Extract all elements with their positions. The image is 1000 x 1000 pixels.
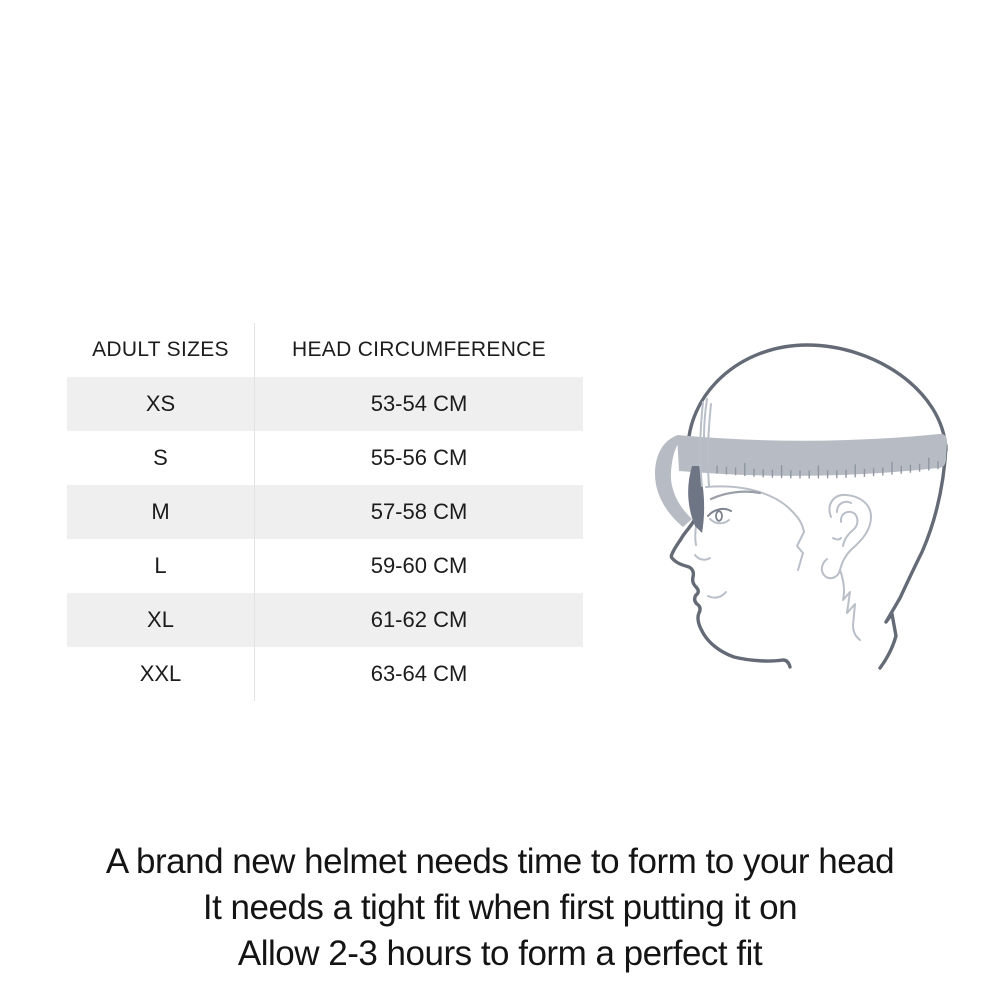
head-measurement-illustration-icon [650, 340, 970, 700]
circumference-cell: 55-56 CM [370, 445, 468, 470]
measuring-tape [655, 434, 947, 533]
circumference-cell: 59-60 CM [370, 553, 468, 578]
size-cell: S [67, 431, 255, 485]
circumference-cell: 57-58 CM [370, 499, 468, 524]
circumference-cell: 53-54 CM [370, 391, 468, 416]
table-row [67, 431, 583, 485]
column-header-head-circumference: HEAD CIRCUMFERENCE [292, 338, 546, 361]
table-header-row [67, 323, 583, 377]
face-details [695, 486, 871, 640]
circumference-cell: 63-64 CM [370, 661, 468, 686]
ear [822, 495, 871, 578]
size-cell: XXL [67, 647, 255, 701]
size-cell: XL [67, 593, 255, 647]
column-header-adult-sizes: ADULT SIZES [67, 323, 255, 377]
size-cell: L [67, 539, 255, 593]
table-row [67, 593, 583, 647]
size-cell: XS [67, 377, 255, 431]
fit-note-line: A brand new helmet needs time to form to your head [105, 842, 895, 881]
table-row [67, 485, 583, 539]
fit-note-line: It needs a tight fit when first putting it on [202, 888, 798, 927]
circumference-cell: 61-62 CM [370, 607, 468, 632]
table-row [67, 539, 583, 593]
table-row [67, 377, 583, 431]
head-outline [671, 345, 946, 668]
table-row [67, 647, 583, 701]
size-cell: M [67, 485, 255, 539]
fit-note [0, 839, 1000, 977]
eye [708, 509, 731, 523]
eyebrow [711, 492, 760, 499]
size-table [67, 323, 583, 701]
fit-note-line: Allow 2-3 hours to form a perfect fit [237, 934, 763, 973]
